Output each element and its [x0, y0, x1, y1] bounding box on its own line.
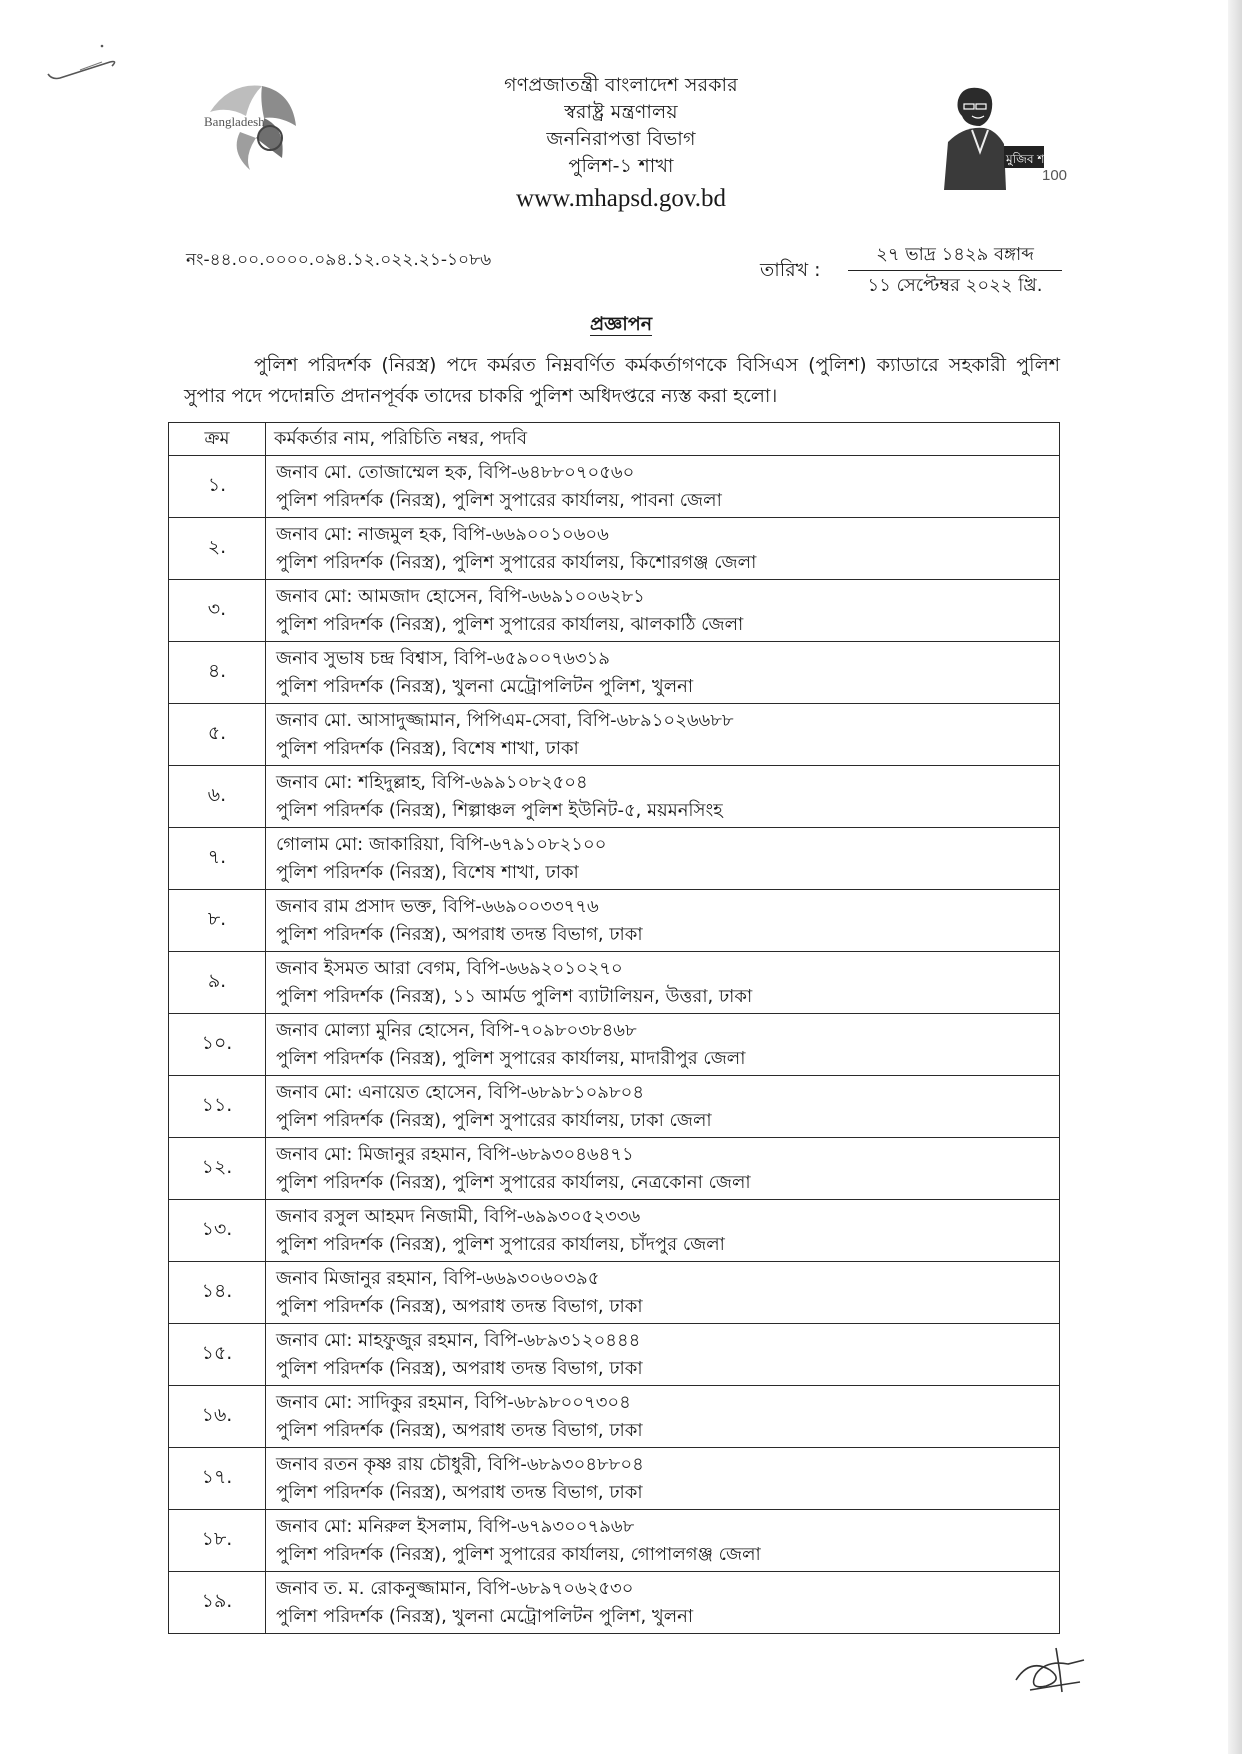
- table-row: [169, 1200, 1060, 1262]
- notification-title: [0, 310, 1242, 342]
- intro-paragraph: [184, 350, 1060, 412]
- officer-post: পুলিশ পরিদর্শক (নিরস্ত্র), পুলিশ সুপারের কার্যালয়, গোপালগঞ্জ জেলা: [276, 1543, 761, 1565]
- intro-text: পুলিশ পরিদর্শক (নিরস্ত্র) পদে কর্মরত নিম্নবর্ণিত কর্মকর্তাগণকে বিসিএস (পুলিশ) ক্যাডারে সহকারী পুলিশ সুপার পদে পদোন্নতি প্রদানপূর্বক তাদের চাকরি পুলিশ অধিদপ্তরে ন্যস্ত করা হলো।: [184, 354, 1060, 407]
- row-serial: ১২.: [169, 1138, 266, 1200]
- officer-name: জনাব মো: সাদিকুর রহমান, বিপি-৬৮৯৮০০৭৩০৪: [276, 1391, 631, 1413]
- row-details: [266, 766, 1060, 828]
- row-serial: ১৯.: [169, 1572, 266, 1634]
- mujib-number: 100: [1042, 167, 1068, 184]
- bangladesh-logo-caption: Bangladesh: [204, 114, 265, 129]
- row-details: [266, 1076, 1060, 1138]
- date-box: [848, 240, 1062, 301]
- row-serial: ৯.: [169, 952, 266, 1014]
- officer-name: জনাব রসুল আহমদ নিজামী, বিপি-৬৯৯৩০৫২৩৩৬: [276, 1205, 641, 1227]
- row-details: [266, 1200, 1060, 1262]
- row-serial: ৩.: [169, 580, 266, 642]
- officer-post: পুলিশ পরিদর্শক (নিরস্ত্র), পুলিশ সুপারের কার্যালয়, মাদারীপুর জেলা: [276, 1047, 746, 1069]
- row-serial: ১৫.: [169, 1324, 266, 1386]
- table-row: [169, 642, 1060, 704]
- column-header-details: কর্মকর্তার নাম, পরিচিতি নম্বর, পদবি: [266, 423, 1060, 456]
- officer-post: পুলিশ পরিদর্শক (নিরস্ত্র), অপরাধ তদন্ত বিভাগ, ঢাকা: [276, 1419, 643, 1441]
- officer-name: জনাব মো: আমজাদ হোসেন, বিপি-৬৬৯১০০৬২৮১: [276, 585, 645, 607]
- table-row: [169, 1324, 1060, 1386]
- officer-post: পুলিশ পরিদর্শক (নিরস্ত্র), শিল্পাঞ্চল পুলিশ ইউনিট-৫, ময়মনসিংহ: [276, 799, 723, 821]
- ministry-name: স্বরাষ্ট্র মন্ত্রণালয়: [564, 101, 678, 123]
- officer-post: পুলিশ পরিদর্শক (নিরস্ত্র), পুলিশ সুপারের কার্যালয়, কিশোরগঞ্জ জেলা: [276, 551, 757, 573]
- page-edge-shadow: [1228, 0, 1242, 1754]
- table-row: [169, 828, 1060, 890]
- table-row: [169, 1448, 1060, 1510]
- officer-name: জনাব মিজানুর রহমান, বিপি-৬৬৯৩০৬০৩৯৫: [276, 1267, 600, 1289]
- row-details: [266, 1510, 1060, 1572]
- row-details: [266, 1014, 1060, 1076]
- row-serial: ১৭.: [169, 1448, 266, 1510]
- table-row: [169, 1076, 1060, 1138]
- officer-name: জনাব মো: মিজানুর রহমান, বিপি-৬৮৯৩০৪৬৪৭১: [276, 1143, 634, 1165]
- row-serial: ৭.: [169, 828, 266, 890]
- officer-name: জনাব সুভাষ চন্দ্র বিশ্বাস, বিপি-৬৫৯০০৭৬৩১৯: [276, 647, 610, 669]
- date-label: তারিখ :: [760, 259, 821, 281]
- officer-name: গোলাম মো: জাকারিয়া, বিপি-৬৭৯১০৮২১০০: [276, 833, 607, 855]
- row-serial: ৪.: [169, 642, 266, 704]
- row-details: [266, 642, 1060, 704]
- row-serial: ৬.: [169, 766, 266, 828]
- officer-name: জনাব রতন কৃষ্ণ রায় চৌধুরী, বিপি-৬৮৯৩০৪৮৮০৪: [276, 1453, 644, 1475]
- officer-table: [168, 422, 1060, 1634]
- officer-name: জনাব মো: মনিরুল ইসলাম, বিপি-৬৭৯৩০০৭৯৬৮: [276, 1515, 635, 1537]
- row-serial: ১৩.: [169, 1200, 266, 1262]
- table-row: [169, 456, 1060, 518]
- table-row: [169, 1014, 1060, 1076]
- officer-post: পুলিশ পরিদর্শক (নিরস্ত্র), বিশেষ শাখা, ঢাকা: [276, 737, 579, 759]
- officer-name: জনাব মো. আসাদুজ্জামান, পিপিএম-সেবা, বিপি-৬৮৯১০২৬৬৮৮: [276, 709, 734, 731]
- officer-post: পুলিশ পরিদর্শক (নিরস্ত্র), ১১ আর্মড পুলিশ ব্যাটালিয়ন, উত্তরা, ঢাকা: [276, 985, 753, 1007]
- table-row: [169, 890, 1060, 952]
- officer-name: জনাব ইসমত আরা বেগম, বিপি-৬৬৯২০১০২৭০: [276, 957, 623, 979]
- table-row: [169, 1510, 1060, 1572]
- officer-name: জনাব মো: মাহফুজুর রহমান, বিপি-৬৮৯৩১২০৪৪৪: [276, 1329, 641, 1351]
- table-row: [169, 704, 1060, 766]
- table-row: [169, 1572, 1060, 1634]
- signature-mark: [1010, 1640, 1090, 1700]
- officer-name: জনাব রাম প্রসাদ ভক্ত, বিপি-৬৬৯০০৩৩৭৭৬: [276, 895, 599, 917]
- section-name: পুলিশ-১ শাখা: [568, 155, 674, 177]
- table-row: [169, 1138, 1060, 1200]
- document-header: [0, 72, 1242, 216]
- division-name: জননিরাপত্তা বিভাগ: [546, 128, 696, 150]
- officer-post: পুলিশ পরিদর্শক (নিরস্ত্র), অপরাধ তদন্ত বিভাগ, ঢাকা: [276, 923, 643, 945]
- row-details: [266, 1324, 1060, 1386]
- officer-post: পুলিশ পরিদর্শক (নিরস্ত্র), পুলিশ সুপারের কার্যালয়, নেত্রকোনা জেলা: [276, 1171, 751, 1193]
- officer-post: পুলিশ পরিদর্শক (নিরস্ত্র), পুলিশ সুপারের কার্যালয়, ঢাকা জেলা: [276, 1109, 712, 1131]
- officer-post: পুলিশ পরিদর্শক (নিরস্ত্র), বিশেষ শাখা, ঢাকা: [276, 861, 579, 883]
- officer-name: জনাব মো. তোজাম্মেল হক, বিপি-৬৪৮৮০৭০৫৬০: [276, 461, 635, 483]
- officer-post: পুলিশ পরিদর্শক (নিরস্ত্র), খুলনা মেট্রোপলিটন পুলিশ, খুলনা: [276, 675, 694, 697]
- row-serial: ১৬.: [169, 1386, 266, 1448]
- row-details: [266, 1448, 1060, 1510]
- table-body: [169, 456, 1060, 1634]
- table-row: [169, 952, 1060, 1014]
- row-details: [266, 518, 1060, 580]
- row-details: [266, 1572, 1060, 1634]
- row-details: [266, 828, 1060, 890]
- row-details: [266, 456, 1060, 518]
- row-serial: ৮.: [169, 890, 266, 952]
- officer-post: পুলিশ পরিদর্শক (নিরস্ত্র), অপরাধ তদন্ত বিভাগ, ঢাকা: [276, 1481, 643, 1503]
- row-details: [266, 1386, 1060, 1448]
- officer-post: পুলিশ পরিদর্শক (নিরস্ত্র), খুলনা মেট্রোপলিটন পুলিশ, খুলনা: [276, 1605, 694, 1627]
- officer-post: পুলিশ পরিদর্শক (নিরস্ত্র), পুলিশ সুপারের কার্যালয়, পাবনা জেলা: [276, 489, 722, 511]
- officer-name: জনাব মো: এনায়েত হোসেন, বিপি-৬৮৯৮১০৯৮০৪: [276, 1081, 645, 1103]
- table-row: [169, 1386, 1060, 1448]
- row-details: [266, 704, 1060, 766]
- row-serial: ১৮.: [169, 1510, 266, 1572]
- table-header-row: [169, 423, 1060, 456]
- row-details: [266, 952, 1060, 1014]
- row-serial: ২.: [169, 518, 266, 580]
- officer-name: জনাব ত. ম. রোকনুজ্জামান, বিপি-৬৮৯৭০৬২৫৩০: [276, 1577, 634, 1599]
- officer-name: জনাব মো: নাজমুল হক, বিপি-৬৬৯০০১০৬০৬: [276, 523, 609, 545]
- date-gregorian: ১১ সেপ্টেম্বর ২০২২ খ্রি.: [867, 275, 1043, 296]
- officer-name: জনাব মোল্যা মুনির হোসেন, বিপি-৭০৯৮০৩৮৪৬৮: [276, 1019, 637, 1041]
- row-serial: ১৪.: [169, 1262, 266, 1324]
- officer-post: পুলিশ পরিদর্শক (নিরস্ত্র), অপরাধ তদন্ত বিভাগ, ঢাকা: [276, 1357, 643, 1379]
- row-details: [266, 1138, 1060, 1200]
- row-serial: ৫.: [169, 704, 266, 766]
- table-row: [169, 1262, 1060, 1324]
- officer-name: জনাব মো: শহিদুল্লাহ, বিপি-৬৯৯১০৮২৫০৪: [276, 771, 588, 793]
- row-serial: ১১.: [169, 1076, 266, 1138]
- row-serial: ১.: [169, 456, 266, 518]
- officer-post: পুলিশ পরিদর্শক (নিরস্ত্র), অপরাধ তদন্ত বিভাগ, ঢাকা: [276, 1295, 643, 1317]
- website-link[interactable]: www.mhapsd.gov.bd: [516, 185, 726, 212]
- row-details: [266, 890, 1060, 952]
- row-details: [266, 1262, 1060, 1324]
- table-row: [169, 766, 1060, 828]
- row-serial: ১০.: [169, 1014, 266, 1076]
- date-bangla: ২৭ ভাদ্র ১৪২৯ বঙ্গাব্দ: [848, 240, 1062, 271]
- table-row: [169, 580, 1060, 642]
- govt-name: গণপ্রজাতন্ত্রী বাংলাদেশ সরকার: [504, 74, 738, 96]
- officer-post: পুলিশ পরিদর্শক (নিরস্ত্র), পুলিশ সুপারের কার্যালয়, চাঁদপুর জেলা: [276, 1233, 725, 1255]
- notification-title-text: প্রজ্ঞাপন: [589, 313, 653, 335]
- officer-post: পুলিশ পরিদর্শক (নিরস্ত্র), পুলিশ সুপারের কার্যালয়, ঝালকাঠি জেলা: [276, 613, 744, 635]
- column-header-serial: ক্রম: [169, 423, 266, 456]
- memo-number: নং-৪৪.০০.০০০০.০৯৪.১২.০২২.২১-১০৮৬: [186, 250, 492, 270]
- row-details: [266, 580, 1060, 642]
- table-row: [169, 518, 1060, 580]
- mujib-caption: মুজিব শতবর্ষ: [1006, 152, 1067, 166]
